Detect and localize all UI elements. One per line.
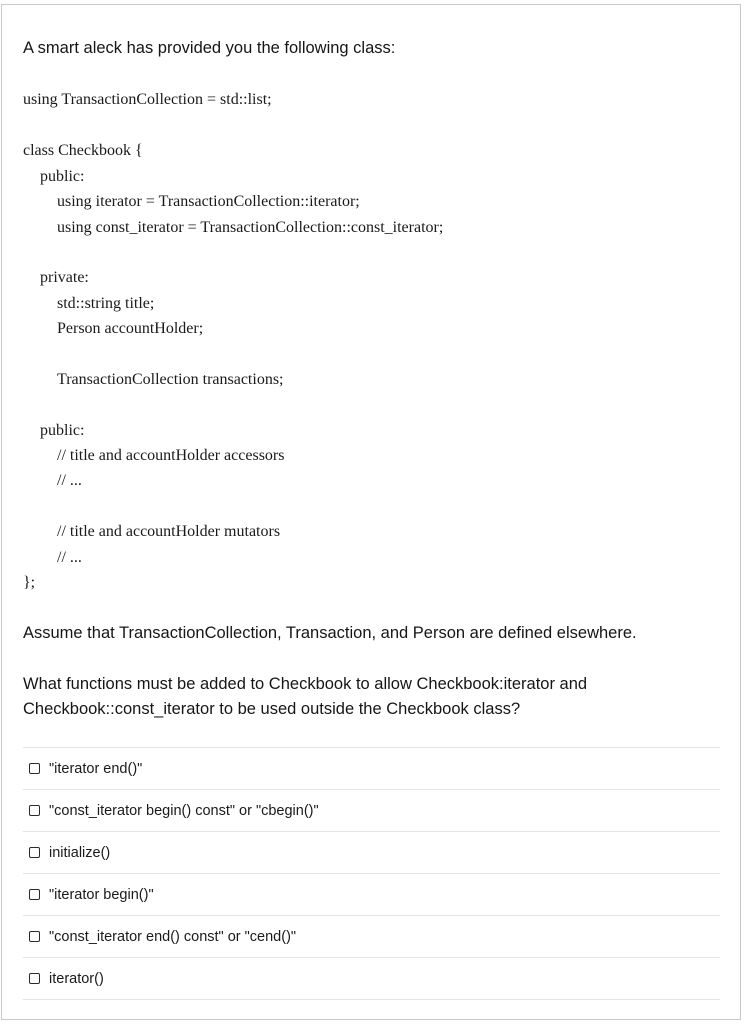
answer-option-label: initialize() bbox=[49, 844, 111, 861]
code-line: // title and accountHolder accessors bbox=[57, 447, 285, 465]
answer-option-label: "const_iterator end() const" or "cend()" bbox=[49, 928, 297, 945]
code-block bbox=[23, 138, 723, 595]
answer-option-label: "iterator begin()" bbox=[49, 886, 154, 903]
checkbox-icon[interactable] bbox=[29, 973, 40, 984]
code-line: public: bbox=[40, 421, 85, 439]
checkbox-icon[interactable] bbox=[29, 805, 40, 816]
answer-option-label: iterator() bbox=[49, 970, 104, 987]
answer-option-label: "iterator end()" bbox=[49, 760, 143, 777]
code-blank-line bbox=[23, 240, 723, 265]
code-line: using iterator = TransactionCollection::iterator; bbox=[57, 193, 360, 211]
intro-text: A smart aleck has provided you the following class: bbox=[23, 39, 396, 57]
code-line: using const_iterator = TransactionCollection::const_iterator; bbox=[57, 218, 444, 236]
spacer bbox=[23, 61, 723, 87]
answer-option[interactable] bbox=[23, 916, 720, 958]
code-alias-line: using TransactionCollection = std::list; bbox=[23, 91, 272, 108]
question-content bbox=[23, 36, 723, 722]
answer-option[interactable] bbox=[23, 748, 720, 790]
code-line: // title and accountHolder mutators bbox=[57, 523, 281, 541]
code-blank-line bbox=[23, 392, 723, 417]
spacer bbox=[23, 595, 723, 621]
checkbox-icon[interactable] bbox=[29, 847, 40, 858]
checkbox-icon[interactable] bbox=[29, 889, 40, 900]
code-line: }; bbox=[23, 574, 36, 592]
spacer bbox=[23, 112, 723, 138]
question-text: What functions must be added to Checkbook to allow Checkbook:iterator and Checkbook::const_iterator to be used outside the Checkbook class? bbox=[23, 675, 588, 719]
answer-option[interactable] bbox=[23, 958, 720, 1000]
assumption-text: Assume that TransactionCollection, Transaction, and Person are defined elsewhere. bbox=[23, 624, 637, 643]
answer-option-label: "const_iterator begin() const" or "cbegin()" bbox=[49, 802, 319, 819]
code-line: // ... bbox=[57, 472, 82, 490]
answer-option[interactable] bbox=[23, 832, 720, 874]
answer-option[interactable] bbox=[23, 874, 720, 916]
checkbox-icon[interactable] bbox=[29, 763, 40, 774]
code-line: TransactionCollection transactions; bbox=[57, 370, 284, 388]
checkbox-icon[interactable] bbox=[29, 931, 40, 942]
code-blank-line bbox=[23, 342, 723, 367]
answer-option[interactable] bbox=[23, 790, 720, 832]
code-line: // ... bbox=[57, 548, 82, 566]
code-line: class Checkbook { bbox=[23, 142, 143, 160]
code-blank-line bbox=[23, 494, 723, 519]
code-line: public: bbox=[40, 167, 85, 185]
answer-options bbox=[23, 747, 720, 1000]
code-line: Person accountHolder; bbox=[57, 320, 204, 338]
code-line: std::string title; bbox=[57, 294, 155, 312]
code-line: private: bbox=[40, 269, 89, 287]
